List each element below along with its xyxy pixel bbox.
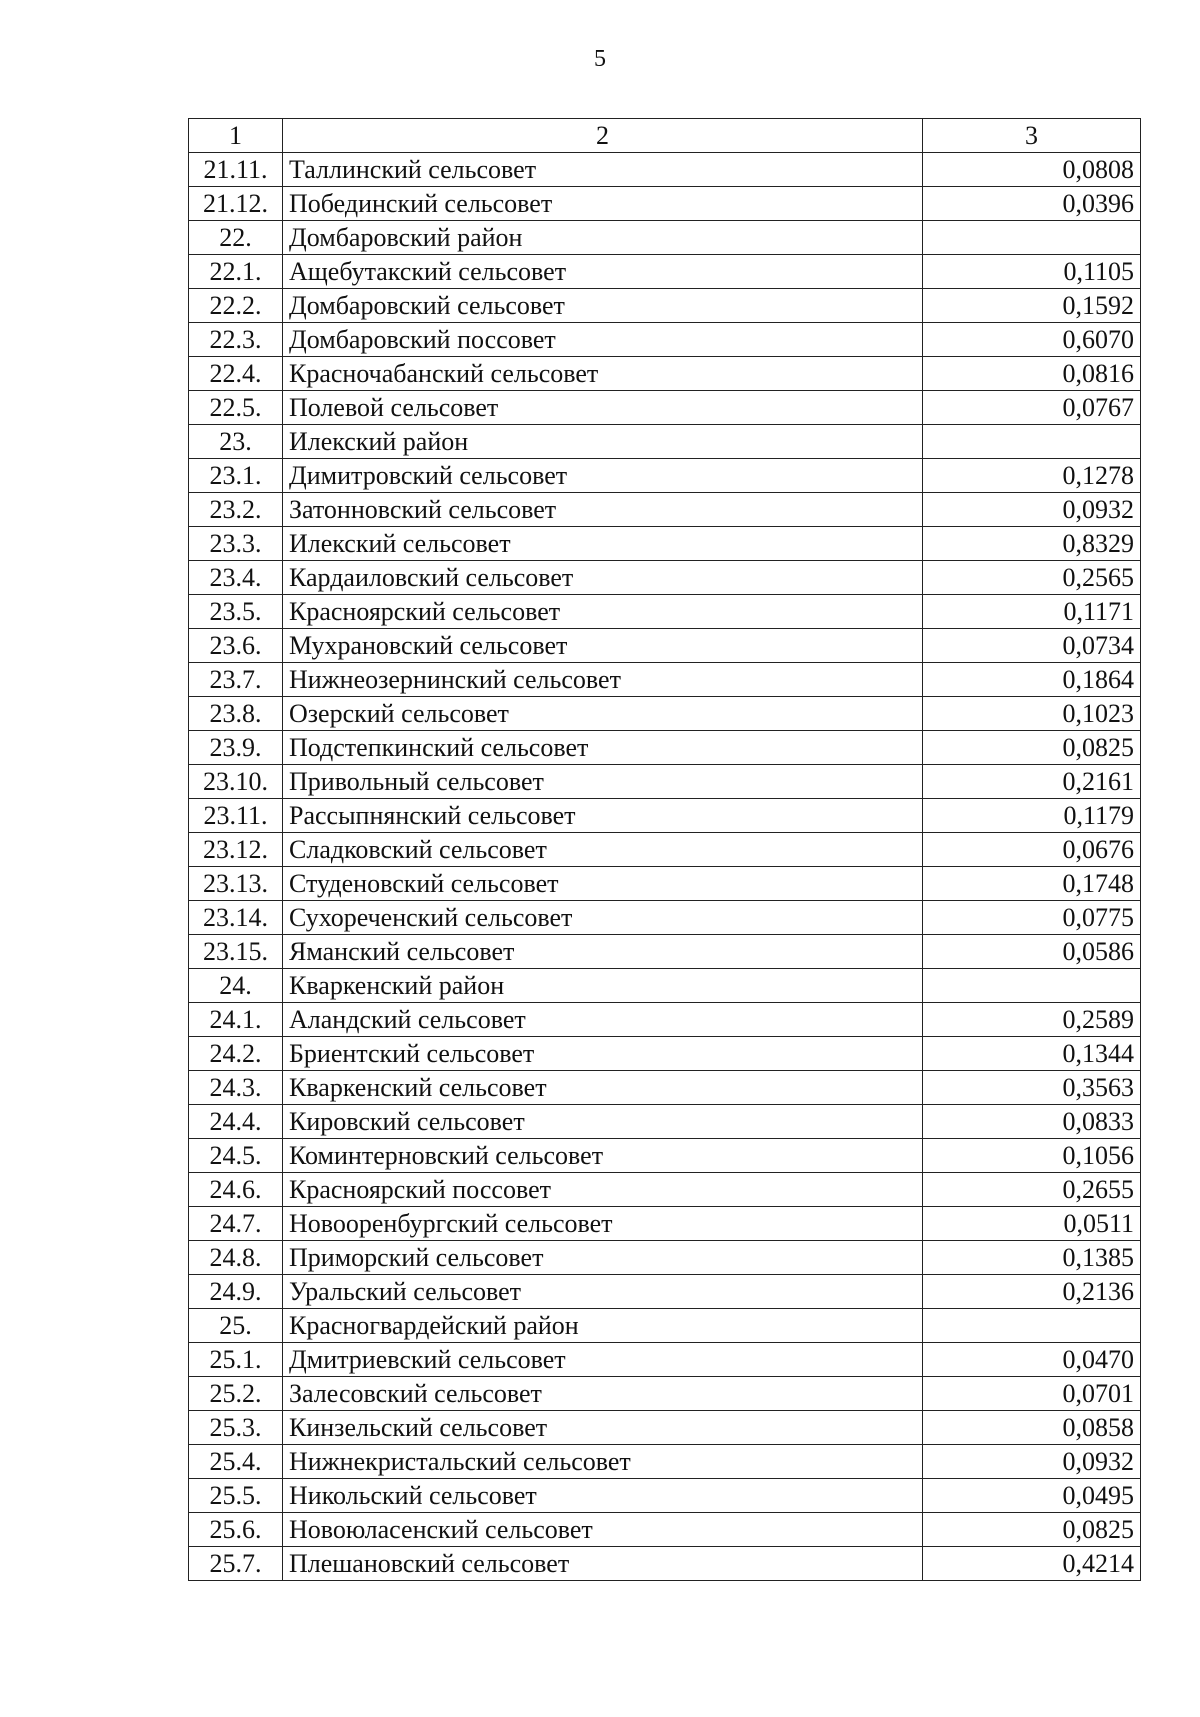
- row-number-cell: 25.5.: [189, 1479, 283, 1513]
- column-header-number: 1: [189, 119, 283, 153]
- table-row: [189, 1241, 1141, 1275]
- row-number-cell: 24.6.: [189, 1173, 283, 1207]
- table-row: [189, 1139, 1141, 1173]
- table-row: [189, 731, 1141, 765]
- table-header-row: [189, 119, 1141, 153]
- table-row: [189, 357, 1141, 391]
- row-number-cell: 24.4.: [189, 1105, 283, 1139]
- row-name-cell: Сладковский сельсовет: [283, 833, 923, 867]
- row-value-cell: 0,0511: [923, 1207, 1141, 1241]
- row-number-cell: 23.15.: [189, 935, 283, 969]
- row-number-cell: 25.6.: [189, 1513, 283, 1547]
- row-name-cell: Студеновский сельсовет: [283, 867, 923, 901]
- row-number-cell: 24.: [189, 969, 283, 1003]
- table-row: [189, 697, 1141, 731]
- row-value-cell: [923, 1309, 1141, 1343]
- row-number-cell: 21.11.: [189, 153, 283, 187]
- row-number-cell: 23.6.: [189, 629, 283, 663]
- row-value-cell: 0,0858: [923, 1411, 1141, 1445]
- row-number-cell: 23.5.: [189, 595, 283, 629]
- row-value-cell: 0,0932: [923, 1445, 1141, 1479]
- row-name-cell: Плешановский сельсовет: [283, 1547, 923, 1581]
- row-number-cell: 24.1.: [189, 1003, 283, 1037]
- row-value-cell: 0,0775: [923, 901, 1141, 935]
- table-row: [189, 221, 1141, 255]
- table-row: [189, 1445, 1141, 1479]
- row-name-cell: Бриентский сельсовет: [283, 1037, 923, 1071]
- row-name-cell: Приморский сельсовет: [283, 1241, 923, 1275]
- row-name-cell: Красноярский поссовет: [283, 1173, 923, 1207]
- row-number-cell: 25.4.: [189, 1445, 283, 1479]
- row-value-cell: 0,1179: [923, 799, 1141, 833]
- row-value-cell: 0,1592: [923, 289, 1141, 323]
- table-row: [189, 493, 1141, 527]
- row-name-cell: Сухореченский сельсовет: [283, 901, 923, 935]
- row-number-cell: 23.8.: [189, 697, 283, 731]
- table-row: [189, 187, 1141, 221]
- table-row: [189, 153, 1141, 187]
- table-row: [189, 527, 1141, 561]
- column-header-name: 2: [283, 119, 923, 153]
- row-name-cell: Таллинский сельсовет: [283, 153, 923, 187]
- table-row: [189, 425, 1141, 459]
- table-row: [189, 289, 1141, 323]
- row-number-cell: 23.3.: [189, 527, 283, 561]
- row-name-cell: Побединский сельсовет: [283, 187, 923, 221]
- row-value-cell: [923, 221, 1141, 255]
- row-value-cell: 0,1385: [923, 1241, 1141, 1275]
- row-value-cell: 0,0825: [923, 1513, 1141, 1547]
- row-number-cell: 25.: [189, 1309, 283, 1343]
- table-row: [189, 1411, 1141, 1445]
- table-row: [189, 1037, 1141, 1071]
- row-name-cell: Аландский сельсовет: [283, 1003, 923, 1037]
- row-value-cell: 0,0396: [923, 187, 1141, 221]
- table-row: [189, 799, 1141, 833]
- table-row: [189, 1003, 1141, 1037]
- row-value-cell: 0,1748: [923, 867, 1141, 901]
- row-value-cell: 0,4214: [923, 1547, 1141, 1581]
- row-number-cell: 24.9.: [189, 1275, 283, 1309]
- row-number-cell: 22.4.: [189, 357, 283, 391]
- table-row: [189, 391, 1141, 425]
- table-row: [189, 1547, 1141, 1581]
- row-value-cell: 0,0808: [923, 153, 1141, 187]
- row-name-cell: Домбаровский сельсовет: [283, 289, 923, 323]
- row-number-cell: 23.10.: [189, 765, 283, 799]
- row-value-cell: 0,6070: [923, 323, 1141, 357]
- row-value-cell: 0,1023: [923, 697, 1141, 731]
- table-row: [189, 765, 1141, 799]
- row-value-cell: 0,8329: [923, 527, 1141, 561]
- row-number-cell: 25.3.: [189, 1411, 283, 1445]
- row-name-cell: Уральский сельсовет: [283, 1275, 923, 1309]
- row-value-cell: 0,0734: [923, 629, 1141, 663]
- row-number-cell: 25.2.: [189, 1377, 283, 1411]
- row-name-cell: Нижнеозернинский сельсовет: [283, 663, 923, 697]
- row-name-cell: Кваркенский сельсовет: [283, 1071, 923, 1105]
- table-row: [189, 561, 1141, 595]
- row-value-cell: 0,1056: [923, 1139, 1141, 1173]
- row-value-cell: 0,0932: [923, 493, 1141, 527]
- row-number-cell: 22.1.: [189, 255, 283, 289]
- table-row: [189, 1479, 1141, 1513]
- row-number-cell: 21.12.: [189, 187, 283, 221]
- row-name-cell: Яманский сельсовет: [283, 935, 923, 969]
- row-name-cell: Новоюласенский сельсовет: [283, 1513, 923, 1547]
- row-name-cell: Домбаровский район: [283, 221, 923, 255]
- row-name-cell: Димитровский сельсовет: [283, 459, 923, 493]
- row-value-cell: 0,2589: [923, 1003, 1141, 1037]
- table-row: [189, 323, 1141, 357]
- table-row: [189, 1377, 1141, 1411]
- table-row: [189, 1309, 1141, 1343]
- row-name-cell: Илекский район: [283, 425, 923, 459]
- row-name-cell: Привольный сельсовет: [283, 765, 923, 799]
- row-number-cell: 22.: [189, 221, 283, 255]
- row-name-cell: Кинзельский сельсовет: [283, 1411, 923, 1445]
- row-name-cell: Илекский сельсовет: [283, 527, 923, 561]
- row-number-cell: 23.2.: [189, 493, 283, 527]
- row-value-cell: 0,0470: [923, 1343, 1141, 1377]
- row-value-cell: 0,1344: [923, 1037, 1141, 1071]
- table-row: [189, 1173, 1141, 1207]
- row-value-cell: 0,1105: [923, 255, 1141, 289]
- row-number-cell: 22.2.: [189, 289, 283, 323]
- table-row: [189, 1343, 1141, 1377]
- row-value-cell: 0,2565: [923, 561, 1141, 595]
- row-name-cell: Ащебутакский сельсовет: [283, 255, 923, 289]
- page-number: 5: [594, 46, 606, 72]
- row-value-cell: 0,1171: [923, 595, 1141, 629]
- row-name-cell: Мухрановский сельсовет: [283, 629, 923, 663]
- table-row: [189, 663, 1141, 697]
- table-row: [189, 459, 1141, 493]
- table-row: [189, 255, 1141, 289]
- row-number-cell: 25.7.: [189, 1547, 283, 1581]
- row-name-cell: Дмитриевский сельсовет: [283, 1343, 923, 1377]
- row-number-cell: 23.: [189, 425, 283, 459]
- row-number-cell: 24.5.: [189, 1139, 283, 1173]
- row-number-cell: 24.2.: [189, 1037, 283, 1071]
- row-name-cell: Нижнекристальский сельсовет: [283, 1445, 923, 1479]
- row-name-cell: Домбаровский поссовет: [283, 323, 923, 357]
- row-value-cell: 0,0833: [923, 1105, 1141, 1139]
- row-name-cell: Затонновский сельсовет: [283, 493, 923, 527]
- table-row: [189, 833, 1141, 867]
- row-value-cell: 0,0825: [923, 731, 1141, 765]
- table-row: [189, 1513, 1141, 1547]
- row-name-cell: Кардаиловский сельсовет: [283, 561, 923, 595]
- row-number-cell: 24.7.: [189, 1207, 283, 1241]
- row-name-cell: Красногвардейский район: [283, 1309, 923, 1343]
- table-row: [189, 1275, 1141, 1309]
- row-name-cell: Новооренбургский сельсовет: [283, 1207, 923, 1241]
- row-value-cell: 0,0586: [923, 935, 1141, 969]
- table-row: [189, 867, 1141, 901]
- row-number-cell: 23.12.: [189, 833, 283, 867]
- row-name-cell: Кваркенский район: [283, 969, 923, 1003]
- row-number-cell: 23.11.: [189, 799, 283, 833]
- table-body: [189, 153, 1141, 1581]
- table-row: [189, 1207, 1141, 1241]
- row-number-cell: 22.5.: [189, 391, 283, 425]
- row-number-cell: 23.13.: [189, 867, 283, 901]
- row-value-cell: [923, 425, 1141, 459]
- row-value-cell: 0,0701: [923, 1377, 1141, 1411]
- row-number-cell: 23.9.: [189, 731, 283, 765]
- row-number-cell: 24.3.: [189, 1071, 283, 1105]
- table-row: [189, 1071, 1141, 1105]
- row-value-cell: 0,0816: [923, 357, 1141, 391]
- table-row: [189, 629, 1141, 663]
- row-value-cell: 0,2136: [923, 1275, 1141, 1309]
- row-value-cell: 0,0495: [923, 1479, 1141, 1513]
- row-value-cell: [923, 969, 1141, 1003]
- column-header-value: 3: [923, 119, 1141, 153]
- row-number-cell: 23.1.: [189, 459, 283, 493]
- row-number-cell: 25.1.: [189, 1343, 283, 1377]
- row-name-cell: Подстепкинский сельсовет: [283, 731, 923, 765]
- row-name-cell: Кировский сельсовет: [283, 1105, 923, 1139]
- data-table: [188, 118, 1141, 1581]
- row-value-cell: 0,1864: [923, 663, 1141, 697]
- row-number-cell: 23.7.: [189, 663, 283, 697]
- table-row: [189, 595, 1141, 629]
- row-name-cell: Залесовский сельсовет: [283, 1377, 923, 1411]
- row-name-cell: Никольский сельсовет: [283, 1479, 923, 1513]
- row-name-cell: Рассыпнянский сельсовет: [283, 799, 923, 833]
- row-name-cell: Озерский сельсовет: [283, 697, 923, 731]
- table-row: [189, 935, 1141, 969]
- table-row: [189, 901, 1141, 935]
- row-number-cell: 22.3.: [189, 323, 283, 357]
- row-name-cell: Полевой сельсовет: [283, 391, 923, 425]
- row-value-cell: 0,1278: [923, 459, 1141, 493]
- row-number-cell: 23.14.: [189, 901, 283, 935]
- row-number-cell: 23.4.: [189, 561, 283, 595]
- row-name-cell: Красночабанский сельсовет: [283, 357, 923, 391]
- row-number-cell: 24.8.: [189, 1241, 283, 1275]
- row-name-cell: Коминтерновский сельсовет: [283, 1139, 923, 1173]
- table-row: [189, 1105, 1141, 1139]
- row-name-cell: Красноярский сельсовет: [283, 595, 923, 629]
- table-row: [189, 969, 1141, 1003]
- row-value-cell: 0,0676: [923, 833, 1141, 867]
- row-value-cell: 0,2655: [923, 1173, 1141, 1207]
- row-value-cell: 0,2161: [923, 765, 1141, 799]
- row-value-cell: 0,3563: [923, 1071, 1141, 1105]
- row-value-cell: 0,0767: [923, 391, 1141, 425]
